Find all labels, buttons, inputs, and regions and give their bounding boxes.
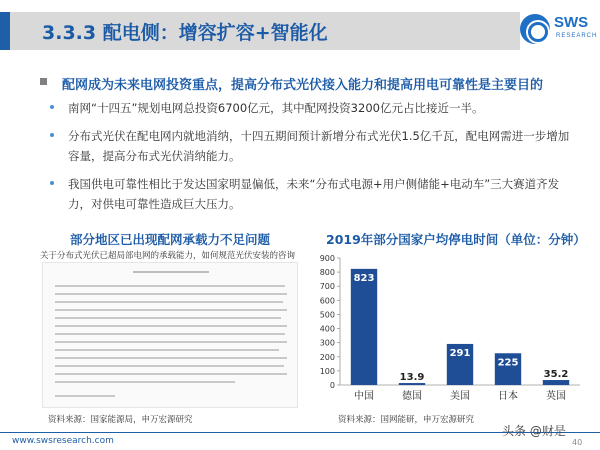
y-tick-label: 700: [319, 282, 335, 292]
x-tick-label: 英国: [546, 391, 566, 402]
sws-logo: [520, 12, 600, 50]
doc-text-line: [55, 317, 281, 319]
bar-value-label: 225: [497, 357, 519, 369]
doc-heading-line: [133, 271, 209, 273]
footer-url: www.swsresearch.com: [12, 436, 114, 446]
logo-text: SWS: [554, 14, 589, 31]
slide-title: 3.3.3 配电侧：增容扩容+智能化: [42, 22, 328, 44]
y-tick-label: 500: [319, 310, 335, 320]
y-tick-label: 400: [319, 324, 335, 334]
bar-value-label: 13.9: [399, 372, 425, 384]
y-tick-label: 0: [329, 381, 335, 390]
y-tick-label: 300: [319, 338, 335, 348]
bullet-text: 南网“十四五”规划电网总投资6700亿元，其中配网投资3200亿元占比接近一半。: [68, 101, 484, 115]
doc-text-line: [55, 395, 115, 397]
bar-value-label: 823: [353, 272, 375, 284]
y-tick-label: 600: [319, 296, 335, 306]
document-screenshot-image: [42, 262, 298, 408]
doc-text-line: [55, 325, 287, 327]
chart-title: 2019年部分国家户均停电时间（单位：分钟）: [326, 232, 586, 247]
y-tick-label: 100: [319, 366, 335, 376]
bullet-dot-icon: [50, 181, 54, 185]
bar-value-label: 291: [449, 347, 471, 359]
doc-text-line: [55, 301, 283, 303]
doc-text-line: [55, 309, 287, 311]
bullet-item: [68, 126, 578, 166]
bullet-text: 我国供电可靠性相比于发达国家明显偏低，未来“分布式电源+用户侧储能+电动车”三大赛道齐发力，对供电可靠性造成巨大压力。: [68, 177, 560, 211]
left-panel-subtitle: 关于分布式光伏已超局部电网的承载能力，如何规范光伏安装的咨询: [40, 251, 296, 261]
title-bar: [0, 0, 600, 60]
y-tick-label: 800: [319, 268, 335, 278]
doc-text-line: [55, 357, 287, 359]
bar-chart: [308, 250, 598, 410]
left-panel-title: 部分地区已出现配网承载力不足问题: [70, 232, 271, 247]
doc-text-line: [55, 365, 284, 367]
bullet-dot-icon: [50, 105, 54, 109]
bar-中国: [351, 269, 377, 385]
doc-text-line: [55, 333, 285, 335]
bullet-item: [68, 174, 578, 214]
left-source: 资料来源：国家能源局，申万宏源研究: [48, 415, 193, 425]
x-tick-label: 日本: [498, 391, 518, 402]
x-tick-label: 中国: [354, 391, 374, 402]
bullet-dot-icon: [50, 133, 54, 137]
y-tick-label: 900: [319, 254, 335, 263]
page-number: 40: [572, 438, 583, 447]
chart-source: 资料来源：国网能研，申万宏源研究: [338, 415, 475, 425]
logo-mark-icon: [520, 14, 550, 44]
doc-text-line: [55, 293, 287, 295]
doc-text-line: [55, 373, 287, 375]
doc-text-line: [55, 349, 279, 351]
x-tick-label: 德国: [402, 391, 422, 402]
doc-text-line: [55, 341, 287, 343]
watermark-text: 头条 @财是: [502, 424, 566, 438]
bar-德国: [399, 383, 425, 385]
y-tick-label: 200: [319, 352, 335, 362]
x-tick-label: 美国: [450, 391, 470, 402]
headline-text: 配网成为未来电网投资重点，提高分布式光伏接入能力和提高用电可靠性是主要目的: [62, 78, 544, 93]
bullet-text: 分布式光伏在配电网内就地消纳，十四五期间预计新增分布式光伏1.5亿千瓦，配电网需进一步增加容量，提高分布式光伏消纳能力。: [68, 129, 570, 163]
logo-subtext: RESEARCH: [556, 33, 598, 39]
title-accent-bar: [0, 12, 10, 50]
bar-英国: [543, 380, 569, 385]
headline-square-icon: [40, 78, 47, 85]
doc-text-line: [55, 381, 235, 383]
bullet-item: [68, 98, 578, 118]
doc-text-line: [55, 285, 285, 287]
bar-value-label: 35.2: [543, 369, 569, 381]
